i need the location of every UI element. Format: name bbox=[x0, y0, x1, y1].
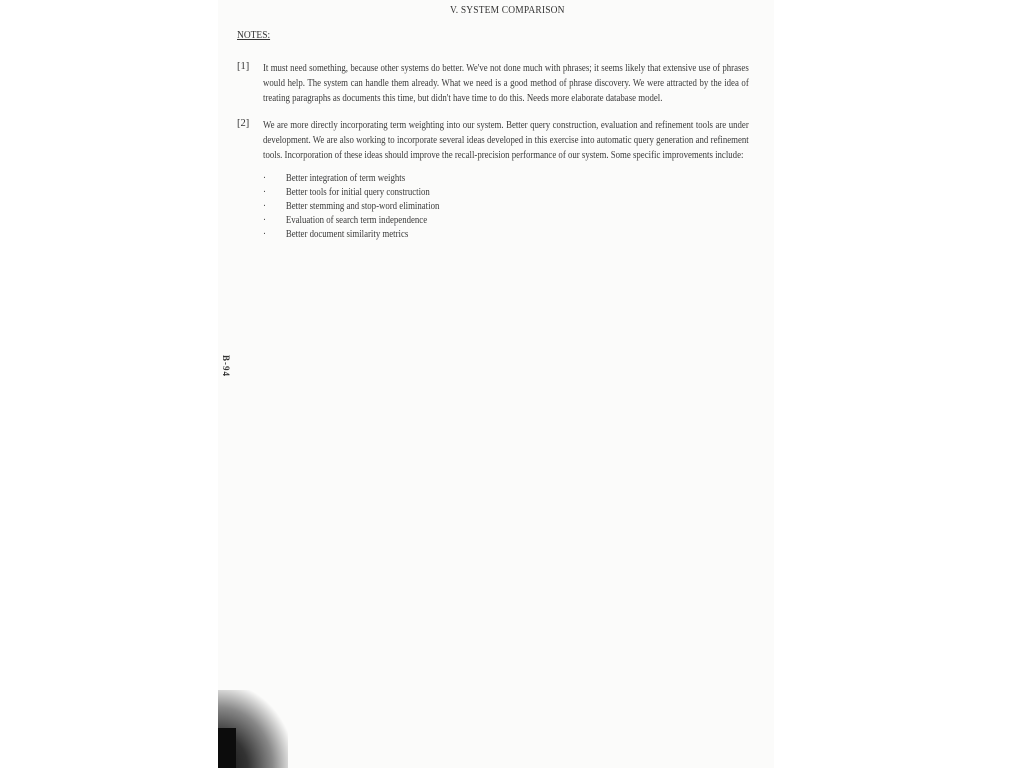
bullet-icon: · bbox=[263, 201, 266, 212]
improvement-text: Better integration of term weights bbox=[285, 173, 406, 184]
page-number-label: B-94 bbox=[221, 355, 231, 377]
list-item bbox=[263, 228, 439, 242]
improvements-list bbox=[263, 172, 463, 242]
note-1-number: [1] bbox=[237, 61, 250, 72]
scanned-page bbox=[218, 0, 774, 768]
bullet-icon: · bbox=[263, 215, 266, 226]
bullet-icon: · bbox=[263, 229, 266, 240]
improvement-text: Better document similarity metrics bbox=[285, 229, 409, 240]
list-item bbox=[263, 186, 439, 200]
note-1-text: It must need something, because other systems do better. We've not done much with phrases; it seems likely that extensive use of phrases would help. The system can handle them already. What we need is a good method of phrase discovery. We were attracted by the idea of treating paragraphs as documents this time, but didn't have time to do this. Needs more elaborate database model. bbox=[263, 63, 749, 104]
note-2-text: We are more directly incorporating term weighting into our system. Better query construction, evaluation and refinement tools are under development. We are also working to incorporate several ideas developed in this exercise into automatic query generation and refinement tools. Incorporation of these ideas should improve the recall-precision performance of our system. Some specific improvements include: bbox=[263, 120, 749, 161]
improvement-text: Evaluation of search term independence bbox=[285, 215, 428, 226]
bullet-icon: · bbox=[263, 173, 266, 184]
improvement-text: Better stemming and stop-word elimination bbox=[285, 201, 440, 212]
list-item bbox=[263, 214, 439, 228]
notes-heading: NOTES: bbox=[237, 30, 271, 41]
improvement-text: Better tools for initial query construction bbox=[285, 187, 430, 198]
bullet-icon: · bbox=[263, 187, 266, 198]
section-title: V. SYSTEM COMPARISON bbox=[450, 4, 565, 16]
scan-shadow-edge bbox=[218, 728, 236, 768]
list-item bbox=[263, 200, 439, 214]
note-2-number: [2] bbox=[237, 118, 250, 129]
list-item bbox=[263, 172, 439, 186]
